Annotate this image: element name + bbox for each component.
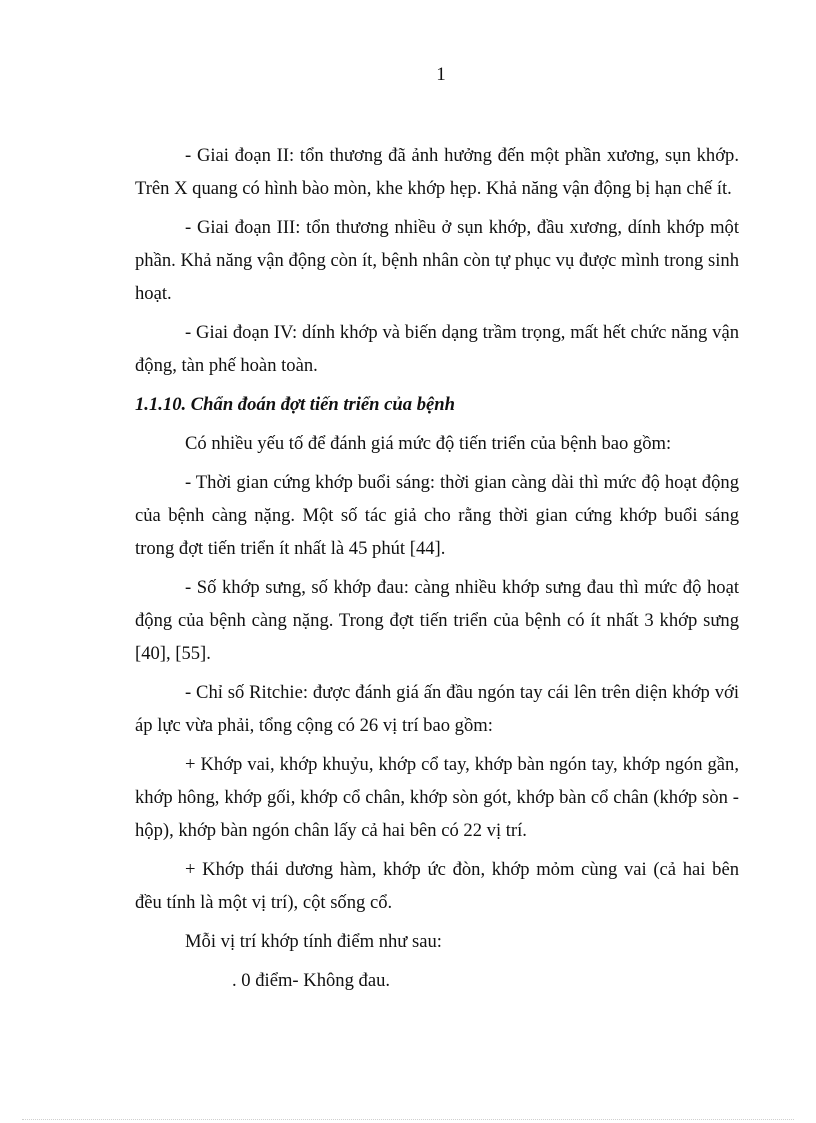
paragraph-stage-4: - Giai đoạn IV: dính khớp và biến dạng trầm trọng, mất hết chức năng vận động, tàn phế hoàn toàn. (135, 322, 739, 376)
document-body (135, 139, 739, 1003)
paragraph-ritchie-index: - Chỉ số Ritchie: được đánh giá ấn đầu ngón tay cái lên trên diện khớp với áp lực vừa phải, tổng cộng có 26 vị trí bao gồm: (135, 682, 739, 736)
paragraph-joint-list-1: + Khớp vai, khớp khuỷu, khớp cổ tay, khớp bàn ngón tay, khớp ngón gần, khớp hông, khớp gối, khớp cổ chân, khớp sòn gót, khớp bàn cổ chân (khớp sòn - hộp), khớp bàn ngón chân lấy cả hai bên có 22 vị trí. (135, 754, 739, 841)
paragraph-intro: Có nhiều yếu tố để đánh giá mức độ tiến triển của bệnh bao gồm: (185, 433, 672, 454)
paragraph-joint-list-2: + Khớp thái dương hàm, khớp ức đòn, khớp mỏm cùng vai (cả hai bên đều tính là một vị trí), cột sống cổ. (135, 859, 739, 913)
section-heading: 1.1.10. Chẩn đoán đợt tiến triển của bệnh (135, 394, 455, 415)
paragraph-stage-2: - Giai đoạn II: tổn thương đã ảnh hưởng đến một phần xương, sụn khớp. Trên X quang có hình bào mòn, khe khớp hẹp. Khả năng vận động bị hạn chế ít. (135, 145, 739, 199)
paragraph-swollen-joints: - Số khớp sưng, số khớp đau: càng nhiều khớp sưng đau thì mức độ hoạt động của bệnh càng nặng. Trong đợt tiến triển của bệnh có ít nhất 3 khớp sưng [40], [55]. (135, 577, 739, 664)
page-number: 1 (436, 64, 446, 85)
paragraph-scoring-intro: Mỗi vị trí khớp tính điểm như sau: (185, 931, 442, 952)
bottom-divider (22, 1119, 794, 1120)
paragraph-score-0: . 0 điểm- Không đau. (232, 970, 391, 991)
paragraph-morning-stiffness: - Thời gian cứng khớp buổi sáng: thời gian càng dài thì mức độ hoạt động của bệnh càng nặng. Một số tác giả cho rằng thời gian cứng khớp buổi sáng trong đợt tiến triển ít nhất là 45 phút [44]. (135, 472, 739, 559)
paragraph-stage-3: - Giai đoạn III: tổn thương nhiều ở sụn khớp, đầu xương, dính khớp một phần. Khả năng vận động còn ít, bệnh nhân còn tự phục vụ được mình trong sinh hoạt. (135, 217, 739, 304)
